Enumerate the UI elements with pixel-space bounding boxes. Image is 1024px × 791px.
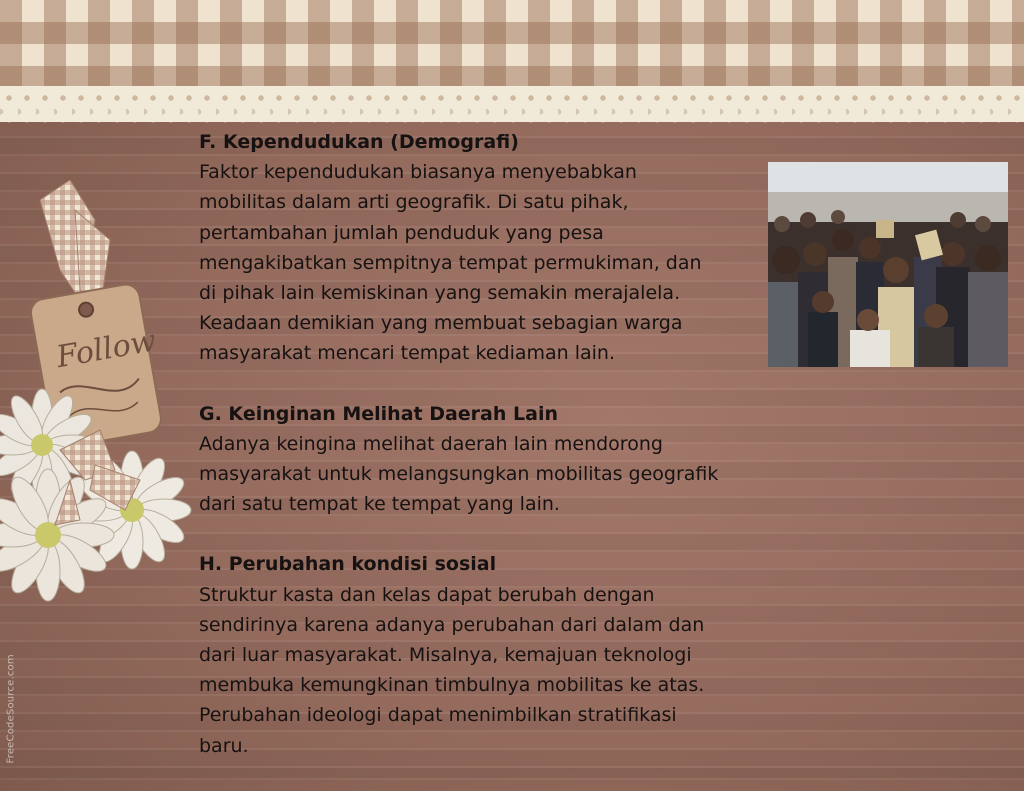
section-line: Keadaan demikian yang membuat sebagian warga bbox=[199, 312, 683, 335]
section-line: masyarakat mencari tempat kediaman lain. bbox=[199, 342, 616, 365]
section-line: Struktur kasta dan kelas dapat berubah dengan bbox=[199, 583, 655, 606]
section-heading: H. Perubahan kondisi sosial bbox=[199, 553, 497, 576]
section-line: Perubahan ideologi dapat menimbilkan stratifikasi bbox=[199, 704, 677, 727]
section-line: mobilitas dalam arti geografik. Di satu pihak, bbox=[199, 191, 629, 214]
crowd-photo bbox=[768, 162, 1008, 367]
section-heading: F. Kependudukan (Demografi) bbox=[199, 131, 519, 153]
section-line: dari luar masyarakat. Misalnya, kemajuan teknologi bbox=[199, 644, 692, 667]
section-line: sendirinya karena adanya perubahan dari dalam dan bbox=[199, 613, 705, 636]
tag-text: Follow bbox=[53, 323, 159, 376]
slide-content bbox=[199, 127, 769, 791]
gingham-border bbox=[0, 0, 1024, 92]
section-line: baru. bbox=[199, 734, 249, 757]
section-line: membuka kemungkinan timbulnya mobilitas ke atas. bbox=[199, 674, 705, 697]
section-line: Adanya keingina melihat daerah lain mendorong bbox=[199, 432, 663, 455]
section-line: dari satu tempat ke tempat yang lain. bbox=[199, 493, 560, 516]
section-line: di pihak lain kemiskinan yang semakin merajalela. bbox=[199, 282, 681, 305]
section-keinginan bbox=[199, 399, 769, 520]
watermark bbox=[0, 575, 17, 765]
section-demografi bbox=[199, 127, 769, 369]
section-line: pertambahan jumlah penduduk yang pesa bbox=[199, 221, 604, 244]
lace-edge bbox=[0, 114, 1024, 126]
section-line: masyarakat untuk melangsungkan mobilitas geografik bbox=[199, 463, 719, 486]
flower-decoration bbox=[0, 180, 200, 640]
section-perubahan bbox=[199, 549, 769, 760]
section-line: mengakibatkan sempitnya tempat permukiman, dan bbox=[199, 251, 702, 274]
section-heading: G. Keinginan Melihat Daerah Lain bbox=[199, 402, 558, 425]
watermark-text: FreeCodeSource.com bbox=[5, 654, 17, 764]
crowd-image bbox=[768, 162, 1008, 367]
section-line: Faktor kependudukan biasanya menyebabkan bbox=[199, 161, 637, 184]
